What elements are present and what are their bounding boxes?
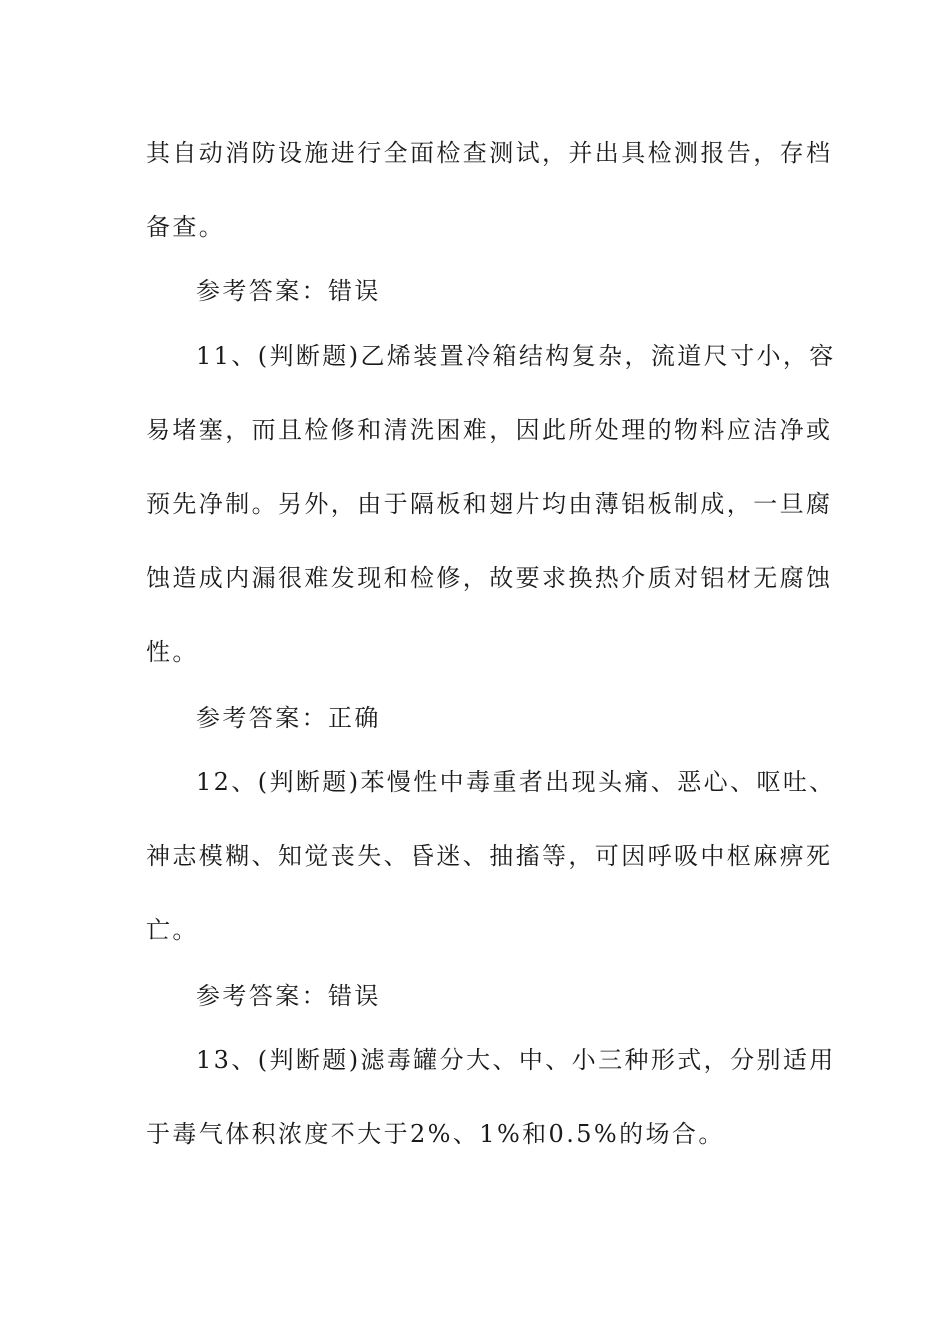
text-line: 蚀造成内漏很难发现和检修，故要求换热介质对铝材无腐蚀 (146, 564, 833, 592)
text-line: 神志模糊、知觉丧失、昏迷、抽搐等，可因呼吸中枢麻痹死 (146, 842, 833, 870)
answer-line: 参考答案：正确 (196, 704, 381, 732)
text-line: 预先净制。另外，由于隔板和翅片均由薄铝板制成，一旦腐 (146, 490, 833, 518)
text-line: 亡。 (146, 916, 199, 944)
question-line: 13、(判断题)滤毒罐分大、中、小三种形式，分别适用 (196, 1046, 836, 1074)
text-line: 于毒气体积浓度不大于2%、1%和0.5%的场合。 (146, 1120, 725, 1148)
text-line: 易堵塞，而且检修和清洗困难，因此所处理的物料应洁净或 (146, 416, 833, 444)
question-line: 12、(判断题)苯慢性中毒重者出现头痛、恶心、呕吐、 (196, 768, 836, 796)
text-line: 备查。 (146, 213, 226, 241)
text-line: 性。 (146, 638, 199, 666)
answer-line: 参考答案：错误 (196, 982, 381, 1010)
question-line: 11、(判断题)乙烯装置冷箱结构复杂，流道尺寸小，容 (196, 342, 836, 370)
answer-line: 参考答案：错误 (196, 277, 381, 305)
text-line: 其自动消防设施进行全面检查测试，并出具检测报告，存档 (146, 139, 833, 167)
